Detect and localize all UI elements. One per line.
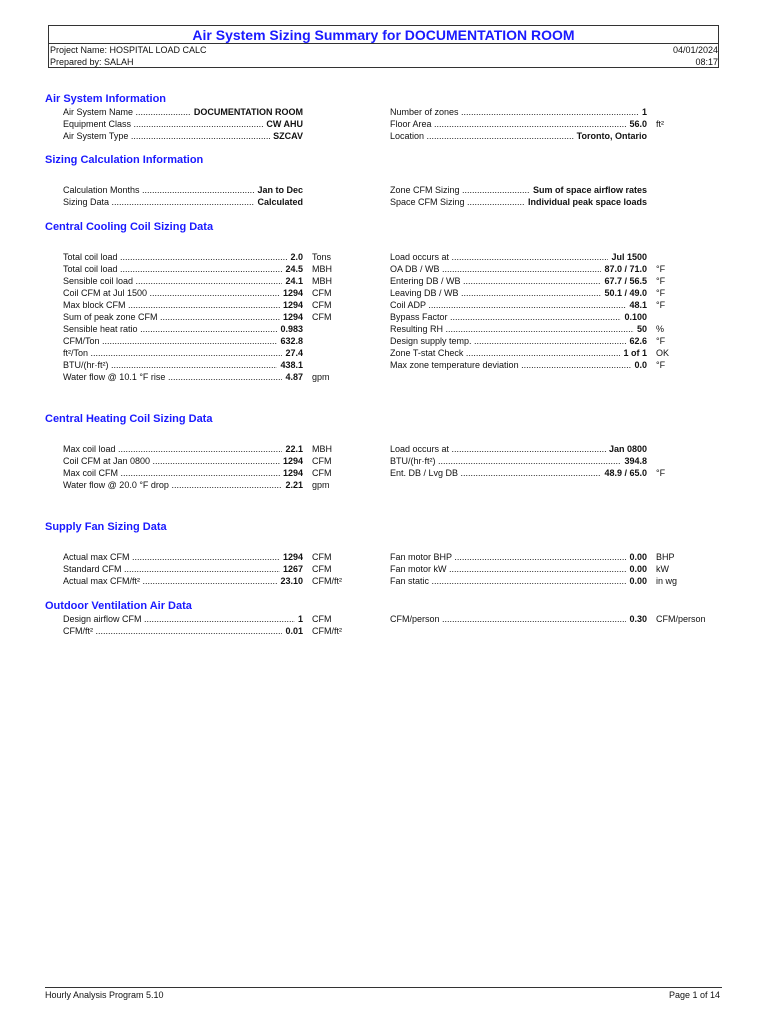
- fan-left-row: [63, 551, 303, 563]
- field-value: 2.0: [287, 251, 303, 263]
- heating-right-row: [390, 443, 647, 455]
- field-label: Load occurs at .....: [390, 251, 647, 263]
- field-value: 4.87: [282, 371, 303, 383]
- field-label: Fan motor kW .....: [390, 563, 647, 575]
- info-right-row: [390, 118, 647, 130]
- field-label: ft²/Ton .....: [63, 347, 303, 359]
- field-label: Air System Name .....: [63, 106, 303, 118]
- field-value: 50.1 / 49.0: [601, 287, 647, 299]
- fan-left-row: [63, 563, 303, 575]
- field-unit: gpm: [312, 480, 330, 490]
- info-right-row: [390, 130, 647, 142]
- cooling-right-row: [390, 299, 647, 311]
- field-label: Max zone temperature deviation .....: [390, 359, 647, 371]
- field-unit: °F: [656, 300, 666, 310]
- fan-right-row: [390, 551, 647, 563]
- field-value: 438.1: [277, 359, 303, 371]
- field-label: Floor Area .....: [390, 118, 647, 130]
- field-value: 0.30: [626, 613, 647, 625]
- cooling-left-row: [63, 335, 303, 347]
- fan-right-row: [390, 563, 647, 575]
- section-title-outdoor-ventilation: Outdoor Ventilation Air Data: [45, 600, 192, 612]
- vent-right-row: [390, 613, 647, 625]
- field-value: 1294: [280, 467, 303, 479]
- cooling-left-row: [63, 263, 303, 275]
- field-label: Coil CFM at Jan 0800 .....: [63, 455, 303, 467]
- field-value: Individual peak space loads: [525, 196, 647, 208]
- vent-left-row: [63, 613, 303, 625]
- field-label: Air System Type .....: [63, 130, 303, 142]
- section-title-heating-coil: Central Heating Coil Sizing Data: [45, 413, 213, 425]
- field-label: Fan motor BHP .....: [390, 551, 647, 563]
- field-unit: kW: [656, 564, 669, 574]
- field-value: 1294: [280, 287, 303, 299]
- field-label: Max coil CFM .....: [63, 467, 303, 479]
- cooling-right-row: [390, 323, 647, 335]
- field-value: 22.1: [282, 443, 303, 455]
- field-unit: CFM: [312, 564, 332, 574]
- fan-right-row: [390, 575, 647, 587]
- field-unit: CFM/ft²: [312, 576, 342, 586]
- heating-right-row: [390, 467, 647, 479]
- header-divider: [49, 43, 718, 44]
- field-label: CFM/ft² .....: [63, 625, 303, 637]
- cooling-right-row: [390, 287, 647, 299]
- info-right-row: [390, 106, 647, 118]
- field-value: Jan to Dec: [254, 184, 303, 196]
- field-value: 67.7 / 56.5: [601, 275, 647, 287]
- report-time: 08:17: [695, 57, 718, 67]
- field-unit: ft²: [656, 119, 664, 129]
- field-unit: Tons: [312, 252, 332, 262]
- field-unit: CFM: [312, 614, 332, 624]
- field-value: Sum of space airflow rates: [530, 184, 647, 196]
- field-value: Toronto, Ontario: [574, 130, 647, 142]
- footer-divider: [45, 987, 722, 988]
- field-label: Fan static .....: [390, 575, 647, 587]
- sizing-right-row: [390, 196, 647, 208]
- cooling-left-row: [63, 311, 303, 323]
- heating-right-row: [390, 455, 647, 467]
- cooling-right-row: [390, 311, 647, 323]
- field-value: 0.00: [626, 575, 647, 587]
- field-unit: MBH: [312, 444, 332, 454]
- field-value: 48.9 / 65.0: [601, 467, 647, 479]
- field-label: Zone T-stat Check .....: [390, 347, 647, 359]
- field-value: Jan 0800: [606, 443, 647, 455]
- field-value: 1 of 1: [620, 347, 647, 359]
- field-value: 0.0: [631, 359, 647, 371]
- cooling-right-row: [390, 251, 647, 263]
- field-label: Number of zones .....: [390, 106, 647, 118]
- info-left-row: [63, 130, 303, 142]
- sizing-right-row: [390, 184, 647, 196]
- field-label: Location .....: [390, 130, 647, 142]
- field-value: 0.00: [626, 563, 647, 575]
- field-unit: °F: [656, 288, 666, 298]
- field-value: Jul 1500: [608, 251, 647, 263]
- field-label: BTU/(hr·ft²) .....: [390, 455, 647, 467]
- field-unit: CFM: [312, 456, 332, 466]
- section-title-sizing-calculation: Sizing Calculation Information: [45, 154, 204, 166]
- field-value: 1294: [280, 551, 303, 563]
- cooling-left-row: [63, 299, 303, 311]
- field-label: Entering DB / WB .....: [390, 275, 647, 287]
- field-value: 27.4: [282, 347, 303, 359]
- page-number: Page 1 of 14: [668, 990, 720, 1000]
- cooling-left-row: [63, 359, 303, 371]
- field-label: Calculation Months .....: [63, 184, 303, 196]
- field-value: 24.5: [282, 263, 303, 275]
- field-unit: BHP: [656, 552, 675, 562]
- field-label: Sensible coil load .....: [63, 275, 303, 287]
- cooling-right-row: [390, 263, 647, 275]
- cooling-left-row: [63, 275, 303, 287]
- field-value: 50: [634, 323, 647, 335]
- field-value: 62.6: [626, 335, 647, 347]
- field-label: Space CFM Sizing .....: [390, 196, 647, 208]
- field-unit: CFM: [312, 288, 332, 298]
- field-value: 1: [295, 613, 303, 625]
- section-title-air-system-information: Air System Information: [45, 93, 167, 105]
- field-value: 0.00: [626, 551, 647, 563]
- field-label: CFM/person .....: [390, 613, 647, 625]
- heating-left-row: [63, 479, 303, 491]
- cooling-left-row: [63, 287, 303, 299]
- field-label: Zone CFM Sizing .....: [390, 184, 647, 196]
- cooling-right-row: [390, 335, 647, 347]
- field-unit: CFM: [312, 552, 332, 562]
- field-unit: %: [656, 324, 665, 334]
- field-value: 394.8: [621, 455, 647, 467]
- field-value: 1294: [280, 299, 303, 311]
- field-value: 1294: [280, 311, 303, 323]
- field-value: 87.0 / 71.0: [601, 263, 647, 275]
- field-label: Coil ADP .....: [390, 299, 647, 311]
- cooling-right-row: [390, 275, 647, 287]
- report-header: [48, 25, 719, 68]
- field-unit: gpm: [312, 372, 330, 382]
- cooling-left-row: [63, 251, 303, 263]
- project-name: Project Name: HOSPITAL LOAD CALC: [50, 45, 207, 55]
- field-value: 56.0: [626, 118, 647, 130]
- cooling-right-row: [390, 347, 647, 359]
- field-value: 0.100: [621, 311, 647, 323]
- info-left-row: [63, 106, 303, 118]
- field-label: OA DB / WB .....: [390, 263, 647, 275]
- field-unit: °F: [656, 276, 666, 286]
- field-value: 0.983: [277, 323, 303, 335]
- field-label: Sizing Data .....: [63, 196, 303, 208]
- field-label: Total coil load .....: [63, 263, 303, 275]
- field-value: 632.8: [277, 335, 303, 347]
- field-unit: CFM/ft²: [312, 626, 342, 636]
- info-left-row: [63, 118, 303, 130]
- field-label: Max block CFM .....: [63, 299, 303, 311]
- field-label: Water flow @ 20.0 °F drop .....: [63, 479, 303, 491]
- fan-left-row: [63, 575, 303, 587]
- vent-left-row: [63, 625, 303, 637]
- page-title: Air System Sizing Summary for DOCUMENTATION ROOM: [192, 27, 575, 43]
- field-label: Load occurs at .....: [390, 443, 647, 455]
- field-unit: MBH: [312, 276, 332, 286]
- field-unit: OK: [656, 348, 670, 358]
- field-label: Design airflow CFM .....: [63, 613, 303, 625]
- field-value: 2.21: [282, 479, 303, 491]
- field-label: Total coil load .....: [63, 251, 303, 263]
- field-value: 1267: [280, 563, 303, 575]
- report-date: 04/01/2024: [672, 45, 718, 55]
- field-unit: °F: [656, 336, 666, 346]
- field-label: Ent. DB / Lvg DB .....: [390, 467, 647, 479]
- field-label: Actual max CFM/ft² .....: [63, 575, 303, 587]
- field-value: DOCUMENTATION ROOM: [191, 106, 303, 118]
- field-label: Actual max CFM .....: [63, 551, 303, 563]
- field-value: 48.1: [626, 299, 647, 311]
- field-label: CFM/Ton .....: [63, 335, 303, 347]
- heating-left-row: [63, 455, 303, 467]
- section-title-cooling-coil: Central Cooling Coil Sizing Data: [45, 221, 214, 233]
- cooling-left-row: [63, 371, 303, 383]
- field-label: Max coil load .....: [63, 443, 303, 455]
- field-value: Calculated: [254, 196, 303, 208]
- field-value: CW AHU: [263, 118, 303, 130]
- field-unit: in wg: [656, 576, 678, 586]
- field-label: Bypass Factor .....: [390, 311, 647, 323]
- field-label: BTU/(hr·ft²) .....: [63, 359, 303, 371]
- heating-left-row: [63, 467, 303, 479]
- field-value: SZCAV: [270, 130, 303, 142]
- prepared-by: Prepared by: SALAH: [50, 57, 134, 67]
- sizing-left-row: [63, 196, 303, 208]
- field-label: Coil CFM at Jul 1500 .....: [63, 287, 303, 299]
- field-unit: CFM: [312, 312, 332, 322]
- section-title-supply-fan: Supply Fan Sizing Data: [45, 521, 167, 533]
- field-label: Sensible heat ratio .....: [63, 323, 303, 335]
- cooling-left-row: [63, 347, 303, 359]
- field-label: Sum of peak zone CFM .....: [63, 311, 303, 323]
- field-label: Standard CFM .....: [63, 563, 303, 575]
- field-unit: MBH: [312, 264, 332, 274]
- program-name: Hourly Analysis Program 5.10: [45, 990, 164, 1000]
- field-label: Resulting RH .....: [390, 323, 647, 335]
- field-value: 1: [639, 106, 647, 118]
- sizing-left-row: [63, 184, 303, 196]
- field-unit: CFM: [312, 300, 332, 310]
- field-label: Equipment Class .....: [63, 118, 303, 130]
- field-label: Leaving DB / WB .....: [390, 287, 647, 299]
- field-value: 1294: [280, 455, 303, 467]
- field-unit: °F: [656, 264, 666, 274]
- field-value: 24.1: [282, 275, 303, 287]
- heating-left-row: [63, 443, 303, 455]
- field-value: 0.01: [282, 625, 303, 637]
- field-label: Water flow @ 10.1 °F rise .....: [63, 371, 303, 383]
- field-unit: °F: [656, 468, 666, 478]
- field-unit: °F: [656, 360, 666, 370]
- field-unit: CFM/person: [656, 614, 706, 624]
- cooling-right-row: [390, 359, 647, 371]
- field-label: Design supply temp. .....: [390, 335, 647, 347]
- cooling-left-row: [63, 323, 303, 335]
- field-value: 23.10: [277, 575, 303, 587]
- field-unit: CFM: [312, 468, 332, 478]
